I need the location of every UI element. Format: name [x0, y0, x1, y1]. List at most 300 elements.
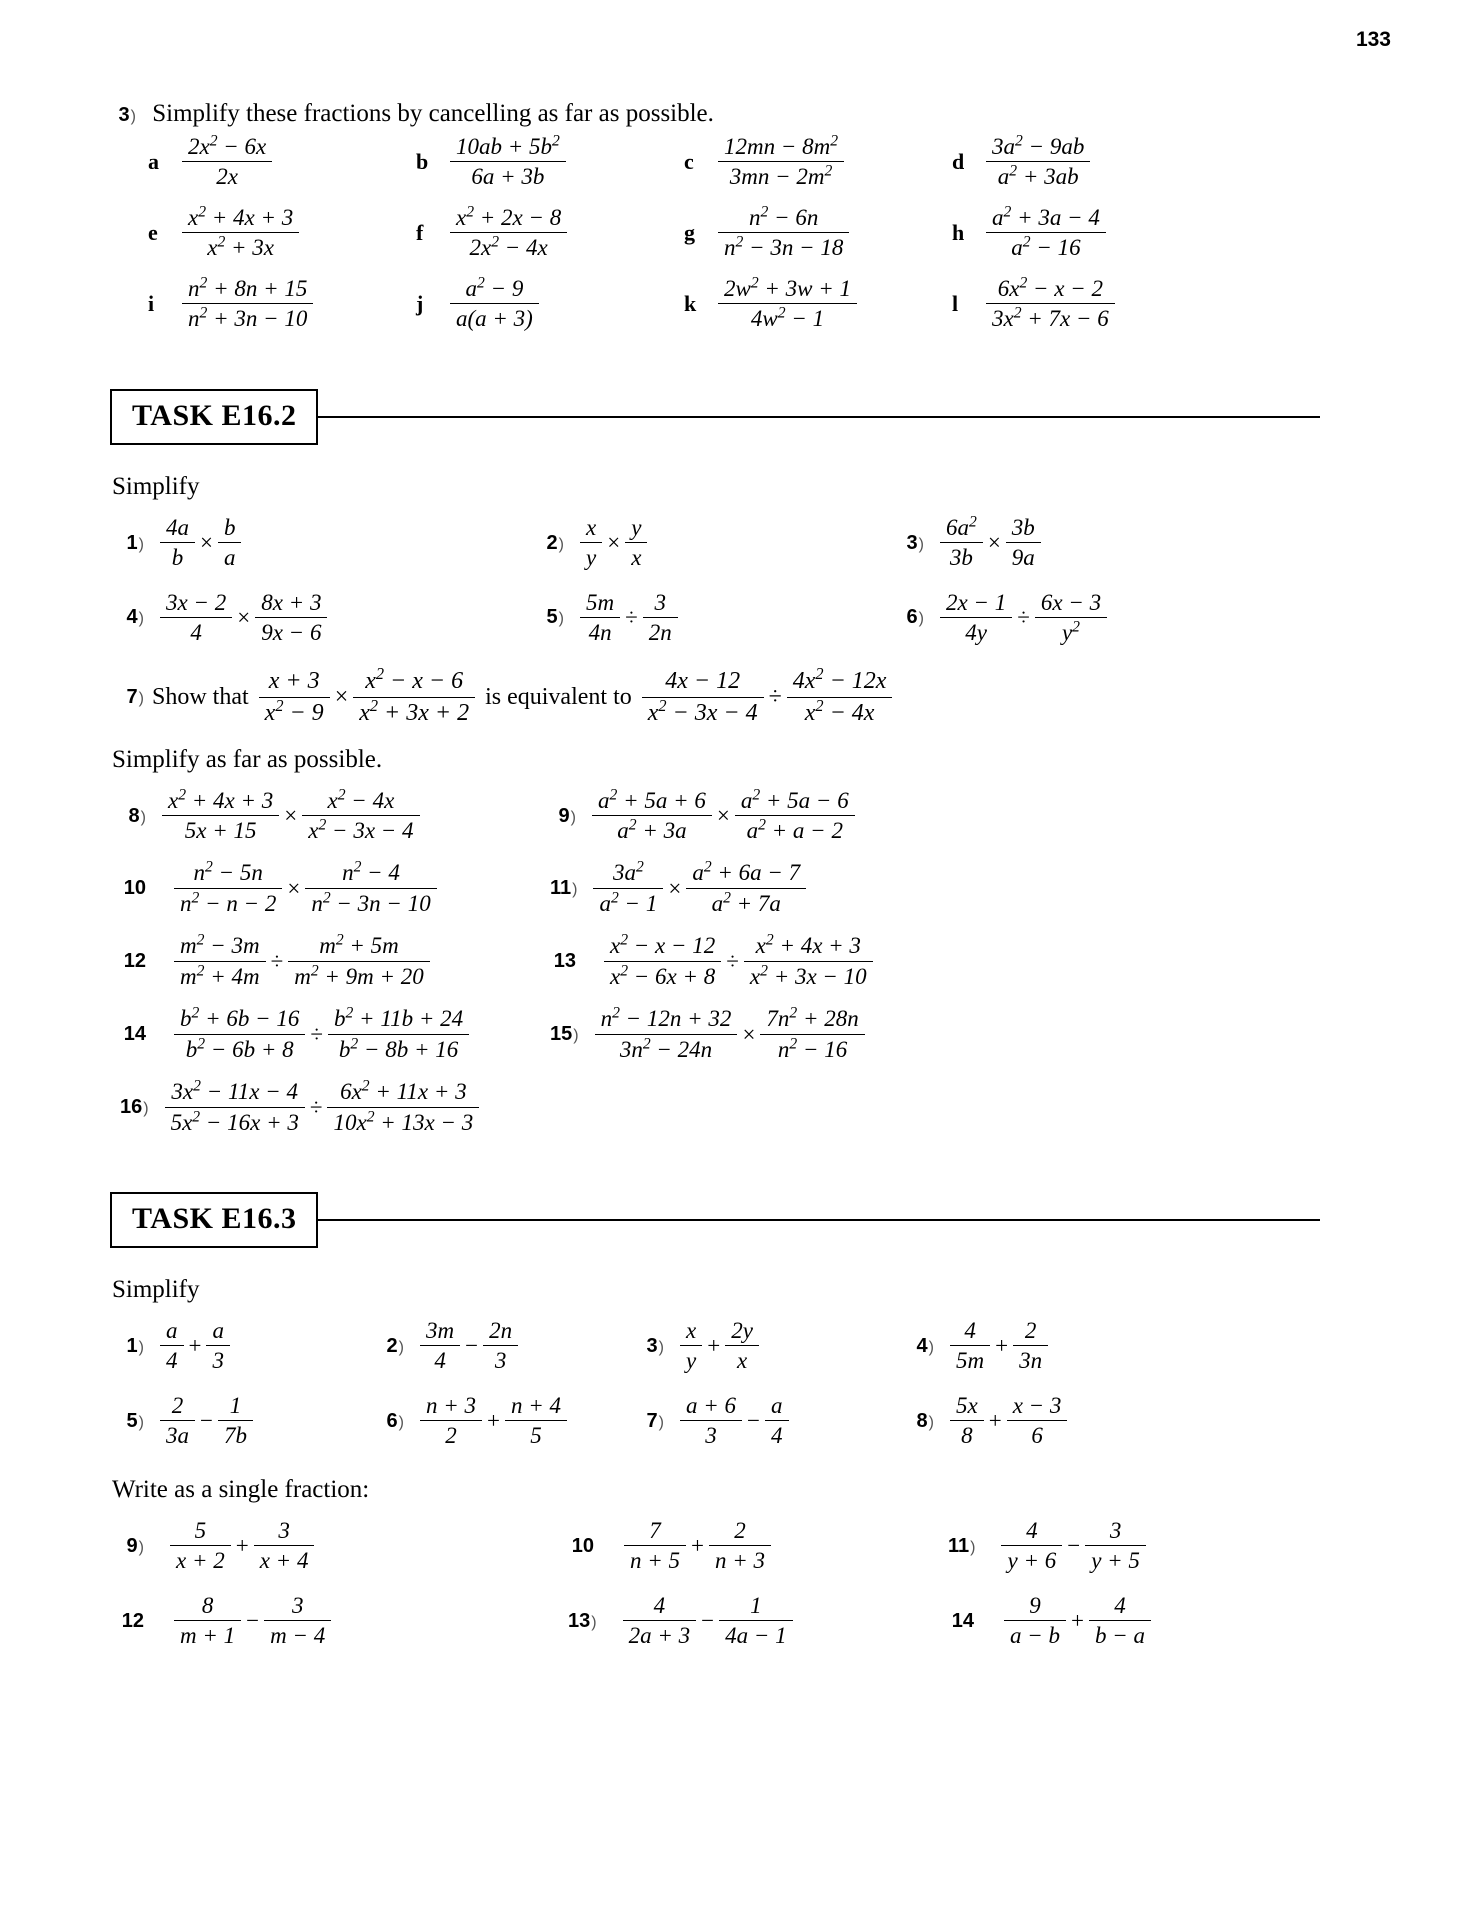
- denominator: 2x: [216, 164, 238, 190]
- q7-mid-text: is equivalent to: [485, 684, 632, 711]
- item-letter: d: [952, 149, 965, 175]
- fraction: [592, 785, 712, 845]
- question-number: 5 ): [538, 606, 564, 629]
- task3-q8: [908, 1393, 1188, 1450]
- numerator: 3: [264, 1593, 331, 1621]
- denominator: 3n: [1019, 1348, 1043, 1374]
- q3-item-l: [952, 276, 1220, 333]
- numerator: 5x: [950, 1393, 984, 1421]
- fraction: [719, 1593, 793, 1650]
- question-number: 3 ): [898, 532, 924, 555]
- task2-row-5: [110, 933, 1320, 990]
- denominator: 3: [494, 1348, 507, 1374]
- fraction: [420, 1318, 460, 1375]
- question-3-instruction: Simplify these fractions by cancelling as far as possible.: [152, 100, 714, 127]
- task2-q15: [550, 1006, 980, 1063]
- numerator: a: [160, 1318, 184, 1346]
- numerator: n + 3: [420, 1393, 482, 1421]
- fraction: [165, 1079, 305, 1136]
- numerator: $n^2 - 12n + 32$: [595, 1006, 738, 1034]
- denominator: 2: [445, 1423, 457, 1449]
- numerator: x: [680, 1318, 702, 1346]
- task3-instruction-1: Simplify: [112, 1275, 200, 1303]
- q3-item-j: [416, 276, 684, 333]
- denominator: $x^2 + 3x - 10$: [749, 962, 867, 989]
- task2-q2: [538, 515, 898, 572]
- operator: ×: [237, 604, 251, 630]
- operator: ÷: [1017, 604, 1030, 630]
- operator: ÷: [625, 604, 638, 630]
- numerator: 4: [950, 1318, 990, 1346]
- fraction: [327, 1079, 479, 1136]
- operator: ÷: [310, 1021, 323, 1047]
- task-rule: [318, 416, 1320, 418]
- q3-item-k: [684, 276, 952, 333]
- denominator: $a^2 + 3ab$: [997, 162, 1079, 190]
- task3-row-3: [110, 1518, 1320, 1575]
- fraction: [162, 785, 279, 845]
- task3-instruction-2: Write as a single fraction:: [112, 1475, 370, 1503]
- task3-q13: [568, 1593, 948, 1650]
- numerator: 8x + 3: [255, 590, 327, 618]
- numerator: $n^2 - 4$: [305, 860, 436, 888]
- q3-item-g: [684, 205, 952, 262]
- task3-q5: [110, 1393, 378, 1450]
- numerator: 4: [1089, 1593, 1151, 1621]
- question-number: 1 ): [118, 1335, 144, 1358]
- fraction: [1089, 1593, 1151, 1650]
- numerator: x − 3: [1007, 1393, 1068, 1421]
- task3-row-1: [110, 1318, 1320, 1375]
- question-number: 2 ): [538, 532, 564, 555]
- question-number: 3 ): [110, 104, 136, 127]
- operator: ÷: [270, 948, 284, 974]
- fraction: [420, 1393, 482, 1450]
- question-number: 5 ): [118, 1410, 144, 1433]
- numerator: 4a: [160, 515, 195, 543]
- operator: +: [988, 1408, 1002, 1434]
- task3-row-4: [110, 1593, 1320, 1650]
- denominator: b: [171, 545, 184, 571]
- fraction: [718, 205, 849, 262]
- numerator: 4: [623, 1593, 697, 1621]
- fraction: [160, 515, 195, 572]
- numerator: $n^2 - 6n$: [718, 205, 849, 233]
- q3-item-c: [684, 134, 952, 191]
- task2-q6: [898, 590, 1278, 647]
- operator: ÷: [309, 1094, 323, 1120]
- numerator: 2: [160, 1393, 195, 1421]
- question-3-row: [148, 276, 1308, 333]
- fraction: [450, 276, 539, 333]
- fraction: [288, 933, 430, 990]
- operator: +: [487, 1408, 501, 1434]
- denominator: y + 5: [1091, 1548, 1140, 1574]
- question-3-row: [148, 134, 1308, 191]
- denominator: $n^2 - 16$: [777, 1034, 848, 1062]
- fraction: [760, 1006, 864, 1063]
- denominator: a(a + 3): [456, 306, 533, 332]
- fraction: [940, 512, 983, 572]
- fraction: [580, 515, 602, 572]
- fraction: [604, 933, 721, 990]
- denominator: 2n: [648, 619, 672, 645]
- denominator: x + 4: [259, 1548, 309, 1574]
- numerator: $n^2 + 8n + 15$: [182, 276, 313, 304]
- fraction: [206, 1318, 230, 1375]
- fraction: [174, 1593, 241, 1650]
- numerator: $x^2 - x - 6$: [353, 668, 475, 698]
- operator: ×: [987, 530, 1001, 556]
- denominator: 3b: [949, 545, 973, 571]
- fraction: [1013, 1318, 1048, 1375]
- numerator: $m^2 - 3m$: [174, 933, 266, 961]
- numerator: $x^2 - x - 12$: [604, 933, 721, 961]
- task-label: TASK E16.3: [110, 1192, 318, 1248]
- denominator: a − b: [1010, 1623, 1061, 1648]
- denominator: $a^2 + 3a$: [617, 816, 687, 843]
- denominator: n + 3: [715, 1548, 766, 1574]
- task2-q13: [550, 933, 980, 990]
- numerator: $10ab + 5b^2$: [450, 134, 566, 162]
- fraction: [160, 590, 232, 647]
- task3-q14: [948, 1593, 1308, 1650]
- item-letter: k: [684, 291, 697, 317]
- operator: ×: [607, 530, 621, 556]
- fraction: [680, 1393, 742, 1450]
- numerator: 2n: [483, 1318, 518, 1346]
- denominator: 4: [166, 1348, 178, 1374]
- q3-item-i: [148, 276, 416, 333]
- operator: ×: [716, 803, 730, 828]
- numerator: a + 6: [680, 1393, 742, 1421]
- fraction: [986, 134, 1090, 191]
- denominator: $4w^2 - 1$: [750, 304, 825, 332]
- numerator: $x^2 + 4x + 3$: [182, 205, 299, 233]
- fraction: [182, 205, 299, 262]
- fraction: [1004, 1593, 1066, 1650]
- denominator: $3n^2 - 24n$: [619, 1034, 713, 1062]
- task2-q9: [550, 785, 980, 845]
- item-letter: c: [684, 149, 694, 175]
- denominator: 5: [530, 1423, 542, 1449]
- denominator: $a^2 - 16$: [1011, 233, 1081, 261]
- question-number: 10: [123, 877, 146, 900]
- denominator: 7b: [223, 1423, 247, 1449]
- denominator: $x^2 - 9$: [264, 695, 324, 726]
- item-letter: b: [416, 149, 429, 175]
- fraction: [680, 1318, 702, 1375]
- fraction: [328, 1006, 469, 1063]
- fraction: [182, 276, 313, 333]
- question-number: 8 ): [908, 1410, 934, 1433]
- operator: −: [246, 1608, 260, 1633]
- task3-q12: [110, 1593, 568, 1650]
- fraction: [765, 1393, 789, 1450]
- page-content: [110, 100, 1320, 1667]
- denominator: 4n: [588, 619, 612, 645]
- task2-q5: [538, 590, 898, 647]
- fraction: [725, 1318, 759, 1375]
- question-number: 13: [553, 950, 576, 973]
- denominator: $2x^2 - 4x$: [469, 233, 548, 261]
- denominator: b − a: [1095, 1623, 1146, 1648]
- item-letter: h: [952, 220, 965, 246]
- numerator: $n^2 - 5n$: [174, 860, 282, 888]
- denominator: a: [223, 545, 236, 571]
- operator: −: [465, 1333, 479, 1359]
- question-3-heading: [110, 100, 1320, 128]
- task3-q7: [638, 1393, 908, 1450]
- denominator: 4: [771, 1423, 783, 1449]
- fraction: [170, 1518, 231, 1575]
- question-number: 12: [123, 950, 146, 973]
- fraction: [305, 860, 436, 917]
- operator: −: [747, 1408, 761, 1434]
- numerator: $b^2 + 11b + 24$: [328, 1006, 469, 1034]
- numerator: 2x − 1: [940, 590, 1012, 618]
- fraction: [259, 668, 330, 727]
- numerator: $3a^2$: [593, 860, 663, 888]
- numerator: $3a^2 - 9ab$: [986, 134, 1090, 162]
- task-rule: [318, 1219, 1320, 1221]
- fraction: [255, 590, 327, 647]
- denominator: 6: [1031, 1423, 1043, 1449]
- denominator: $a^2 - 1$: [599, 889, 658, 916]
- denominator: x + 2: [176, 1548, 225, 1574]
- operator: −: [1067, 1533, 1081, 1559]
- fraction: [643, 590, 678, 647]
- task-label: TASK E16.2: [110, 389, 318, 445]
- fraction: [264, 1593, 331, 1650]
- denominator: $y^2$: [1061, 618, 1080, 645]
- task-banner-e16-3: [110, 1192, 1320, 1248]
- question-number: 8 ): [120, 805, 146, 828]
- denominator: y + 6: [1007, 1548, 1057, 1574]
- task3-q3: [638, 1318, 908, 1375]
- numerator: $a^2 - 9$: [450, 276, 539, 304]
- fraction: [595, 1006, 738, 1063]
- operator: ×: [334, 684, 349, 711]
- fraction: [174, 1006, 305, 1063]
- question-number: 9 ): [118, 1535, 144, 1558]
- question-number: 6 ): [378, 1410, 404, 1433]
- task3-q4: [908, 1318, 1188, 1375]
- numerator: 5m: [580, 590, 620, 618]
- operator: ×: [742, 1021, 756, 1047]
- numerator: a: [206, 1318, 230, 1346]
- task3-q9: [110, 1518, 568, 1575]
- operator: ×: [284, 803, 298, 828]
- numerator: y: [625, 515, 647, 543]
- denominator: $x^2 + 3x + 2$: [359, 695, 470, 726]
- task2-q16: [110, 1079, 550, 1136]
- task2-q3: [898, 512, 1278, 572]
- numerator: $6x^2 + 11x + 3$: [327, 1079, 479, 1107]
- numerator: $x^2 - 4x$: [302, 788, 419, 816]
- fraction: [1007, 1393, 1068, 1450]
- task2-q7: [118, 664, 1320, 727]
- operator: ×: [287, 875, 301, 901]
- q3-item-d: [952, 134, 1220, 191]
- denominator: $n^2 + 3n - 10$: [188, 304, 308, 332]
- fraction: [986, 276, 1115, 333]
- fraction: [950, 1393, 984, 1450]
- task2-instruction-1: Simplify: [112, 472, 200, 500]
- fraction: [623, 1593, 697, 1650]
- question-number: 14: [951, 1609, 974, 1632]
- numerator: $2w^2 + 3w + 1$: [718, 276, 857, 304]
- denominator: $n^2 - n - 2$: [180, 889, 277, 916]
- fraction: [642, 668, 764, 727]
- operator: ÷: [768, 684, 782, 711]
- question-number: 3 ): [638, 1335, 664, 1358]
- denominator: $n^2 - 3n - 18$: [724, 233, 844, 261]
- numerator: 3: [643, 590, 678, 618]
- numerator: $m^2 + 5m$: [288, 933, 430, 961]
- q3-item-e: [148, 205, 416, 262]
- denominator: 3a: [166, 1423, 189, 1449]
- fraction: [218, 515, 242, 572]
- question-number: 11 ): [948, 1535, 975, 1558]
- numerator: 3m: [420, 1318, 460, 1346]
- question-number: 1 ): [118, 532, 144, 555]
- denominator: $x^2 + 3x$: [207, 233, 275, 261]
- question-3-grid: [148, 134, 1308, 333]
- numerator: $x^2 + 4x + 3$: [744, 933, 873, 961]
- q7-lead-text: Show that: [152, 684, 249, 711]
- numerator: n + 4: [505, 1393, 567, 1421]
- denominator: 4: [190, 619, 202, 645]
- denominator: $m^2 + 4m$: [180, 962, 260, 989]
- task2-row-2: [110, 590, 1320, 647]
- question-number: 7 ): [118, 686, 144, 709]
- denominator: n + 5: [630, 1548, 681, 1574]
- task2-q4: [110, 590, 538, 647]
- fraction: [505, 1393, 567, 1450]
- task2-row-7: [110, 1079, 1320, 1136]
- numerator: 3b: [1006, 515, 1041, 543]
- fraction: [1085, 1518, 1146, 1575]
- fraction: [1006, 515, 1041, 572]
- question-number: 14: [123, 1023, 146, 1046]
- task2-row-4: [110, 860, 1320, 917]
- denominator: 5m: [956, 1348, 985, 1374]
- numerator: $4x^2 - 12x$: [787, 668, 893, 698]
- operator: +: [1071, 1608, 1085, 1633]
- question-number: 4 ): [908, 1335, 934, 1358]
- numerator: $a^2 + 6a - 7$: [686, 860, 806, 888]
- denominator: $n^2 - 3n - 10$: [311, 889, 431, 916]
- denominator: 3: [212, 1348, 224, 1374]
- task3-q11: [948, 1518, 1308, 1575]
- denominator: 5x + 15: [184, 818, 257, 843]
- fraction: [986, 205, 1106, 262]
- denominator: y: [686, 1348, 697, 1374]
- numerator: $6x^2 - x - 2$: [986, 276, 1115, 304]
- denominator: $m^2 + 9m + 20$: [294, 962, 424, 989]
- fraction: [1035, 590, 1107, 647]
- denominator: $a^2 + a - 2$: [746, 816, 843, 843]
- operator: +: [188, 1333, 202, 1359]
- numerator: $3x^2 - 11x - 4$: [165, 1079, 305, 1107]
- fraction: [174, 933, 266, 990]
- numerator: 8: [174, 1593, 241, 1621]
- item-letter: g: [684, 220, 695, 246]
- denominator: m + 1: [180, 1623, 236, 1648]
- fraction: [483, 1318, 518, 1375]
- operator: +: [235, 1533, 249, 1559]
- numerator: 2: [709, 1518, 771, 1546]
- question-number: 13 ): [568, 1610, 597, 1633]
- item-letter: f: [416, 220, 424, 246]
- numerator: $6a^2$: [940, 515, 983, 543]
- numerator: 4x − 12: [642, 668, 764, 698]
- q3-item-h: [952, 205, 1220, 262]
- task-banner-e16-2: [110, 389, 1320, 445]
- fraction: [174, 860, 282, 917]
- numerator: 3x − 2: [160, 590, 232, 618]
- numerator: x: [580, 515, 602, 543]
- denominator: $10x^2 + 13x - 3$: [333, 1107, 474, 1135]
- fraction: [160, 1318, 184, 1375]
- task2-q10: [110, 860, 550, 917]
- question-3-row: [148, 205, 1308, 262]
- item-letter: l: [952, 291, 959, 317]
- question-number: 15 ): [550, 1023, 579, 1046]
- fraction: [744, 933, 873, 990]
- denominator: 9x − 6: [261, 619, 322, 645]
- fraction: [593, 860, 663, 917]
- question-number: 7 ): [638, 1410, 664, 1433]
- fraction: [254, 1518, 315, 1575]
- task2-q12: [110, 933, 550, 990]
- numerator: 1: [719, 1593, 793, 1621]
- denominator: 4y: [965, 619, 987, 645]
- denominator: 4: [434, 1348, 446, 1374]
- item-letter: e: [148, 220, 158, 246]
- task2-row-6: [110, 1006, 1320, 1063]
- numerator: $7n^2 + 28n$: [760, 1006, 864, 1034]
- denominator: 3: [705, 1423, 717, 1449]
- numerator: $x^2 + 2x - 8$: [450, 205, 567, 233]
- fraction: [580, 590, 620, 647]
- fraction: [718, 134, 844, 191]
- task2-q14: [110, 1006, 550, 1063]
- fraction: [450, 134, 566, 191]
- fraction: [218, 1393, 253, 1450]
- task3-q2: [378, 1318, 638, 1375]
- denominator: $5x^2 - 16x + 3$: [170, 1107, 299, 1135]
- fraction: [950, 1318, 990, 1375]
- task2-q1: [110, 515, 538, 572]
- denominator: y: [586, 545, 597, 571]
- denominator: 8: [961, 1423, 973, 1449]
- item-letter: a: [148, 149, 159, 175]
- question-number: 9 ): [550, 805, 576, 828]
- task3-q6: [378, 1393, 638, 1450]
- numerator: $a^2 + 3a - 4$: [986, 205, 1106, 233]
- numerator: b: [218, 515, 242, 543]
- fraction: [302, 785, 419, 845]
- operator: +: [995, 1333, 1009, 1359]
- task3-row-2: [110, 1393, 1320, 1450]
- task3-q1: [110, 1318, 378, 1375]
- operator: ×: [668, 875, 682, 901]
- fraction: [940, 590, 1012, 647]
- denominator: 2a + 3: [628, 1623, 691, 1648]
- question-number: 10: [571, 1534, 594, 1557]
